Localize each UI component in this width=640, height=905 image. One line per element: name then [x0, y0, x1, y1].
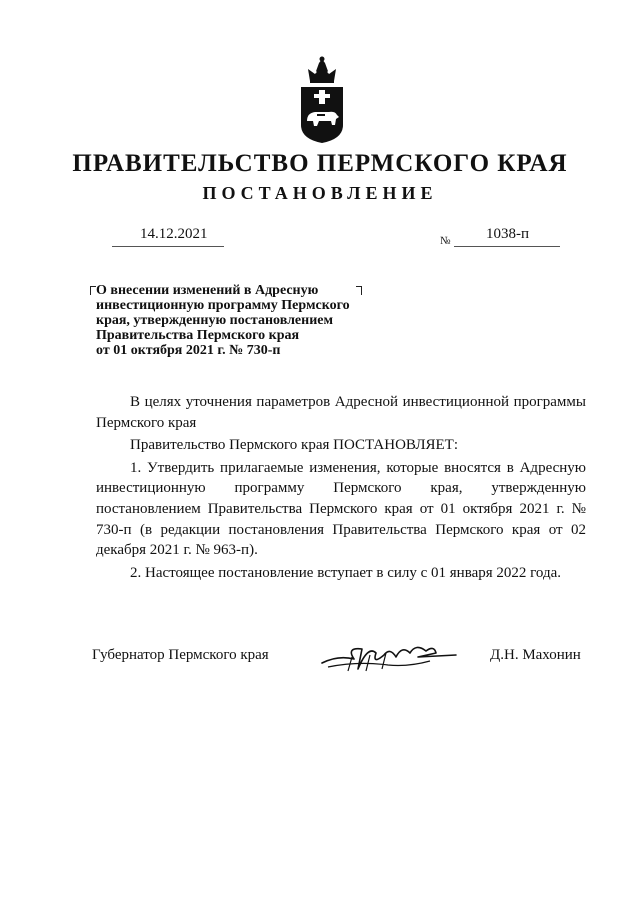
- subject-line: инвестиционную программу Пермского: [96, 298, 350, 313]
- perm-krai-coat-of-arms-icon: [295, 55, 349, 145]
- handwritten-signature: [318, 635, 458, 675]
- body-paragraph-purpose: В целях уточнения параметров Адресной инвестиционной программы Пермского края: [96, 394, 586, 431]
- signer-name: Д.Н. Махонин: [490, 647, 581, 663]
- subject-line: О внесении изменений в Адресную: [96, 283, 319, 298]
- body-paragraph-resolves: Правительство Пермского края ПОСТАНОВЛЯЕТ:: [130, 437, 459, 454]
- document-number: 1038-п: [486, 226, 530, 242]
- signer-title: Губернатор Пермского края: [92, 647, 269, 663]
- document-type: ПОСТАНОВЛЕНИЕ: [202, 183, 438, 203]
- organization-title: ПРАВИТЕЛЬСТВО ПЕРМСКОГО КРАЯ: [72, 150, 568, 177]
- subject-line: от 01 октября 2021 г. № 730-п: [96, 343, 281, 358]
- body-paragraph-item-1: 1. Утвердить прилагаемые изменения, которые вносятся в Адресную инвестиционную программу Пермского края, утвержденную постановлением Правительства Пермского края от 01 октября 2021 г. № 730-п (в редакции постановления Правительства Пермского края от 02 декабря 2021 г. № 963-п).: [96, 459, 586, 559]
- body-paragraph-item-2: 2. Настоящее постановление вступает в силу с 01 января 2022 года.: [130, 564, 562, 581]
- subject-line: Правительства Пермского края: [96, 328, 300, 343]
- number-prefix: №: [440, 235, 451, 247]
- document-date: 14.12.2021: [140, 226, 208, 242]
- date-underline: [112, 246, 224, 247]
- subject-line: края, утвержденную постановлением: [96, 313, 334, 328]
- document-body: [96, 392, 586, 583]
- number-underline: [454, 246, 560, 247]
- document-subject: [96, 283, 386, 358]
